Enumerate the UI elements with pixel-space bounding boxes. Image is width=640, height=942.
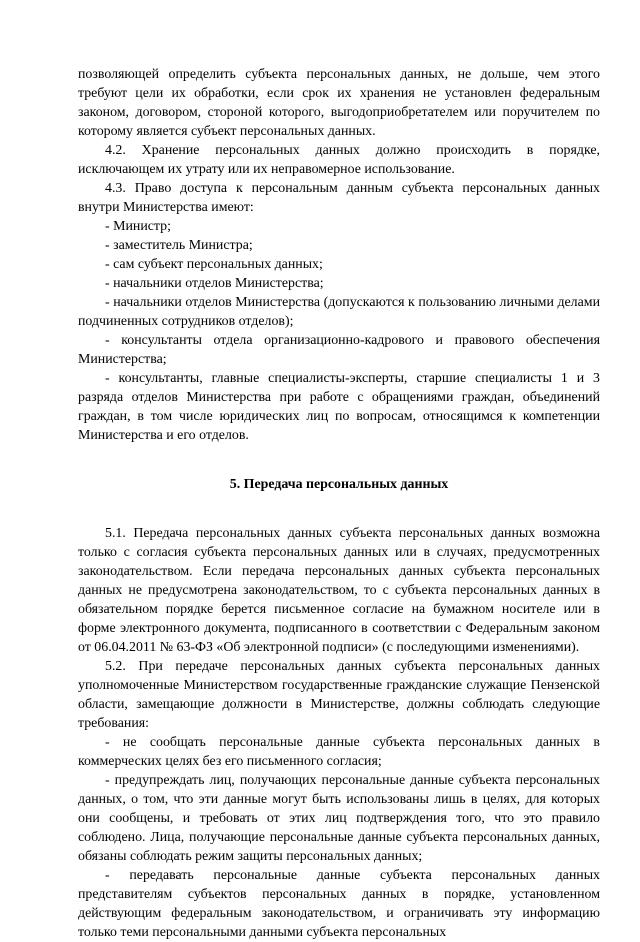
section-heading: 5. Передача персональных данных bbox=[229, 477, 449, 492]
paragraph: - консультанты отдела организационно-кадрового и правового обеспечения Министерства; bbox=[78, 333, 600, 367]
paragraph: - передавать персональные данные субъекта персональных данных представителям субъектов персональных данных в порядке, установленном действующим федеральным законодательством, и ограничивать эту информацию только теми персональными данными субъекта персональных bbox=[78, 868, 600, 940]
paragraph: - сам субъект персональных данных; bbox=[105, 257, 323, 272]
section-5-body bbox=[78, 524, 600, 942]
paragraph: - предупреждать лиц, получающих персональные данные субъекта персональных данных, о том, что эти данные могут быть использованы лишь в целях, для которых они сообщены, и требовать от этих лиц подтверждения того, что это правило соблюдено. Лица, получающие персональные данные субъекта персональных данных, обязаны соблюдать режим защиты персональных данных; bbox=[78, 773, 600, 864]
paragraph: - начальники отделов Министерства; bbox=[105, 276, 324, 291]
paragraph: - Министр; bbox=[105, 219, 171, 234]
paragraph: - не сообщать персональные данные субъекта персональных данных в коммерческих целях без его письменного согласия; bbox=[78, 735, 600, 769]
section-4-continued bbox=[78, 65, 600, 445]
paragraph: позволяющей определить субъекта персональных данных, не дольше, чем этого требуют цели их обработки, если срок их хранения не установлен федеральным законом, договором, стороной которого, выгодоприобретателем или поручителем по которому является субъект персональных данных. bbox=[78, 67, 600, 139]
paragraph: 5.2. При передаче персональных данных субъекта персональных данных уполномоченные Министерством государственные гражданские служащие Пензенской области, замещающие должности в Министерстве, должны соблюдать следующие требования: bbox=[78, 659, 600, 731]
paragraph: 4.3. Право доступа к персональным данным субъекта персональных данных внутри Министерства имеют: bbox=[78, 181, 600, 215]
paragraph: 5.1. Передача персональных данных субъекта персональных данных возможна только с согласия субъекта персональных данных или в случаях, предусмотренных законодательством. Если передача персональных данных субъекта персональных данных не предусмотрена законодательством, то с субъекта персональных данных в обязательном порядке берется письменное согласие на бумажном носителе или в форме электронного документа, подписанного в соответствии с Федеральным законом от 06.04.2011 № 63-ФЗ «Об электронной подписи» (с последующими изменениями). bbox=[78, 526, 600, 655]
paragraph: - консультанты, главные специалисты-эксперты, старшие специалисты 1 и 3 разряда отделов Министерства при работе с обращениями граждан, объединений граждан, в том числе юридических лиц по вопросам, относящимся к компетенции Министерства и его отделов. bbox=[78, 371, 600, 443]
document-body bbox=[78, 65, 600, 942]
paragraph: - заместитель Министра; bbox=[105, 238, 253, 253]
paragraph: 4.2. Хранение персональных данных должно происходить в порядке, исключающем их утрату или их неправомерное использование. bbox=[78, 143, 600, 177]
paragraph: - начальники отделов Министерства (допускаются к пользованию личными делами подчиненных сотрудников отделов); bbox=[78, 295, 600, 329]
